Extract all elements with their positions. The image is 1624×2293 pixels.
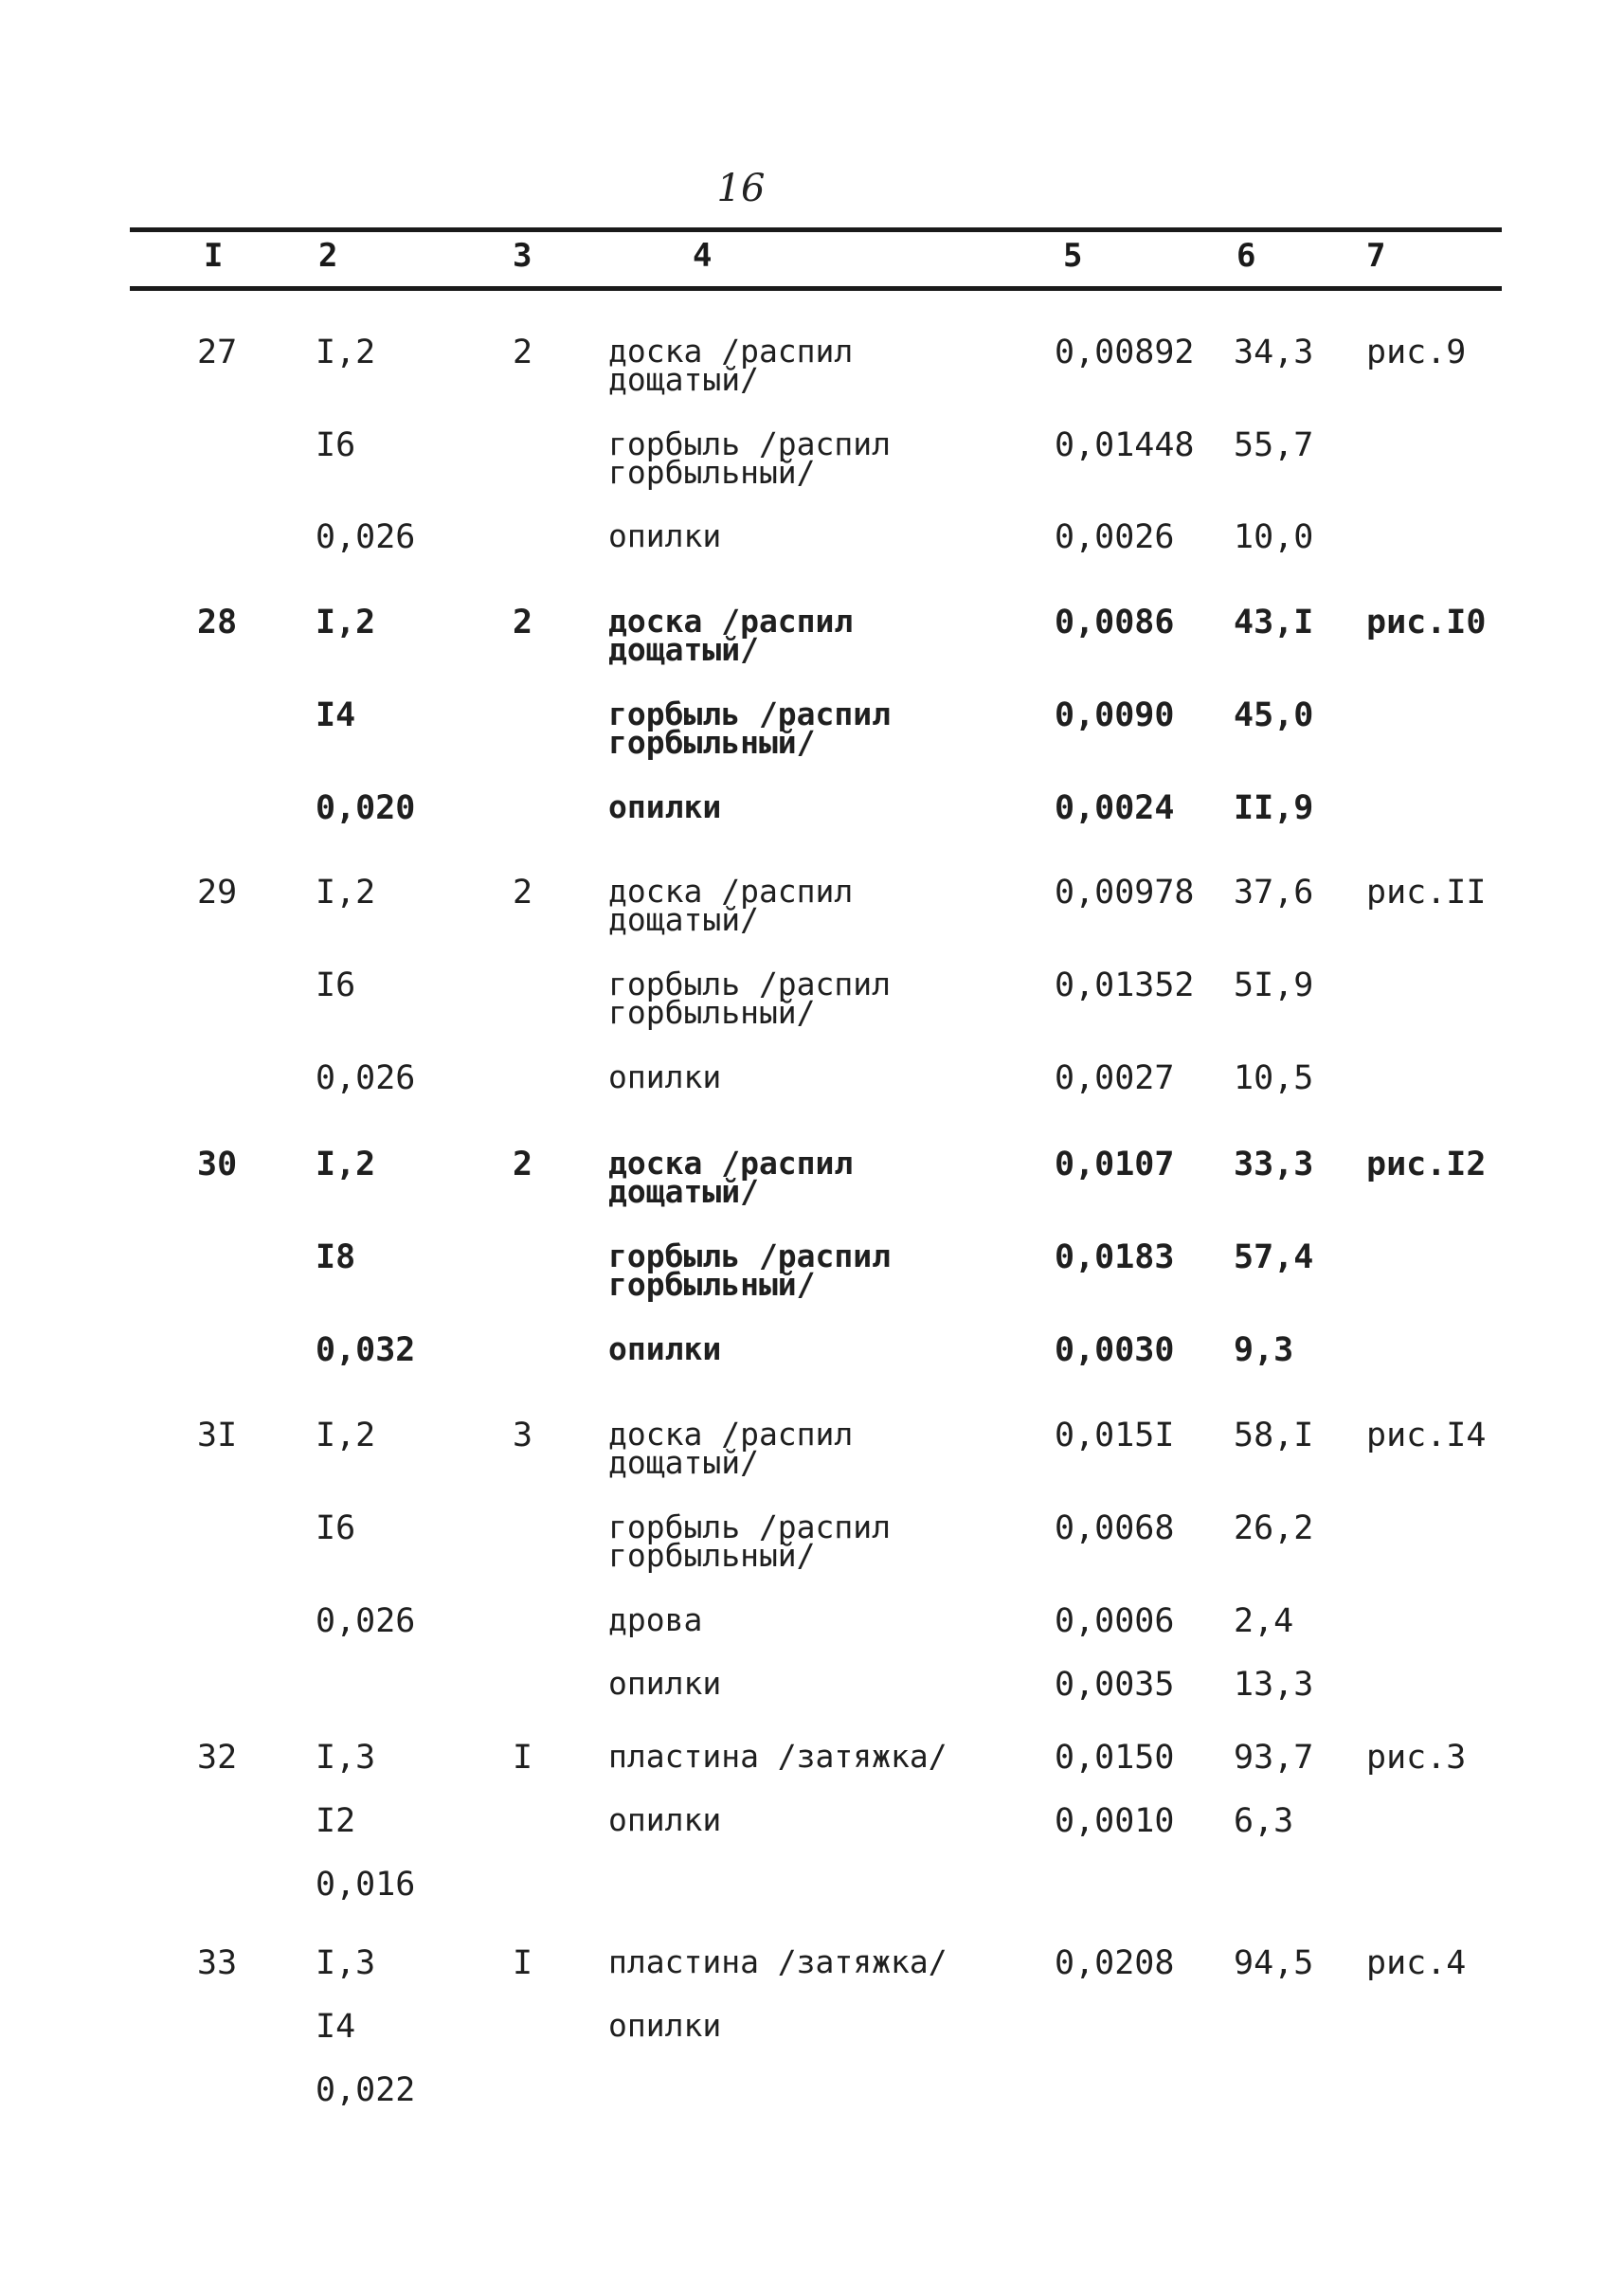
product-name: пластина /затяжка/ [608,1738,947,1775]
volume-value: 0,0068 [1055,1509,1175,1547]
figure-reference: рис.3 [1366,1739,1467,1777]
figure-reference: рис.I2 [1366,1146,1487,1183]
column-header-2: 2 [318,237,338,275]
cell-col2: I,3 [316,1944,376,1982]
volume-value: 0,0030 [1055,1331,1175,1369]
cell-col2: 0,026 [316,1059,416,1097]
cell-col2: I2 [316,1802,356,1840]
product-name: опилки [608,1058,722,1095]
column-header-7: 7 [1366,237,1386,275]
product-name: горбыль /распил [608,1237,892,1274]
percent-value: 37,6 [1234,874,1314,912]
cell-col2: I,2 [316,874,376,912]
product-name: доска /распил [608,603,854,640]
product-name: доска /распил [608,1145,854,1182]
product-name: горбыль /распил [608,1508,892,1545]
cell-col2: 0,016 [316,1866,416,1904]
percent-value: 10,0 [1234,518,1314,556]
percent-value: 9,3 [1234,1331,1294,1369]
page-number: 16 [716,167,766,210]
row-number: 30 [197,1146,238,1183]
product-name-continued: дощатый/ [608,1444,759,1481]
volume-value: 0,0086 [1055,604,1175,641]
cell-col3: I [513,1944,533,1982]
cell-col3: 3 [513,1417,533,1454]
row-number: 3I [197,1417,238,1454]
percent-value: 5I,9 [1234,966,1314,1004]
figure-reference: рис.I4 [1366,1417,1487,1454]
cell-col2: I,2 [316,1146,376,1183]
figure-reference: рис.II [1366,874,1487,912]
percent-value: 13,3 [1234,1666,1314,1704]
percent-value: 6,3 [1234,1802,1294,1840]
volume-value: 0,01352 [1055,966,1195,1004]
column-header-3: 3 [513,237,532,275]
percent-value: 2,4 [1234,1602,1294,1640]
percent-value: 26,2 [1234,1509,1314,1547]
volume-value: 0,0183 [1055,1238,1175,1276]
column-header-6: 6 [1236,237,1256,275]
product-name-continued: горбыльный/ [608,454,816,491]
product-name-continued: дощатый/ [608,901,759,938]
cell-col2: I4 [316,2008,356,2046]
cell-col2: I,2 [316,334,376,371]
volume-value: 0,0006 [1055,1602,1175,1640]
product-name-continued: горбыльный/ [608,1266,816,1303]
row-number: 27 [197,334,238,371]
product-name: опилки [608,1665,722,1702]
cell-col2: 0,026 [316,1602,416,1640]
volume-value: 0,0107 [1055,1146,1175,1183]
cell-col2: 0,020 [316,789,416,827]
product-name-continued: дощатый/ [608,361,759,398]
product-name: горбыль /распил [608,966,892,1002]
cell-col3: 2 [513,334,533,371]
volume-value: 0,0208 [1055,1944,1175,1982]
row-number: 29 [197,874,238,912]
volume-value: 0,015I [1055,1417,1175,1454]
cell-col2: 0,022 [316,2071,416,2109]
percent-value: 10,5 [1234,1059,1314,1097]
percent-value: 33,3 [1234,1146,1314,1183]
volume-value: 0,0027 [1055,1059,1175,1097]
cell-col2: 0,032 [316,1331,416,1369]
product-name: доска /распил [608,1416,854,1453]
product-name: опилки [608,2007,722,2044]
volume-value: 0,00978 [1055,874,1195,912]
cell-col2: I,2 [316,1417,376,1454]
percent-value: 93,7 [1234,1739,1314,1777]
cell-col3: I [513,1739,533,1777]
product-name: доска /распил [608,333,854,370]
cell-col2: I6 [316,966,356,1004]
figure-reference: рис.I0 [1366,604,1487,641]
column-header-4: 4 [693,237,713,275]
volume-value: 0,0026 [1055,518,1175,556]
volume-value: 0,0024 [1055,789,1175,827]
percent-value: 34,3 [1234,334,1314,371]
product-name: опилки [608,788,722,825]
product-name: опилки [608,517,722,554]
percent-value: II,9 [1234,789,1314,827]
volume-value: 0,00892 [1055,334,1195,371]
product-name-continued: горбыльный/ [608,994,816,1031]
product-name-continued: дощатый/ [608,631,759,668]
figure-reference: рис.9 [1366,334,1467,371]
product-name-continued: горбыльный/ [608,1537,816,1574]
percent-value: 94,5 [1234,1944,1314,1982]
volume-value: 0,0010 [1055,1802,1175,1840]
product-name: опилки [608,1330,722,1367]
percent-value: 58,I [1234,1417,1314,1454]
product-name: дрова [608,1601,703,1638]
product-name-continued: горбыльный/ [608,724,816,761]
cell-col3: 2 [513,604,533,641]
product-name: опилки [608,1801,722,1838]
product-name: горбыль /распил [608,695,892,732]
cell-col2: I,2 [316,604,376,641]
row-number: 28 [197,604,238,641]
cell-col2: I6 [316,1509,356,1547]
product-name: пластина /затяжка/ [608,1943,947,1980]
column-header-5: 5 [1063,237,1083,275]
percent-value: 57,4 [1234,1238,1314,1276]
volume-value: 0,0035 [1055,1666,1175,1704]
volume-value: 0,0150 [1055,1739,1175,1777]
cell-col3: 2 [513,874,533,912]
cell-col2: I,3 [316,1739,376,1777]
cell-col2: I4 [316,696,356,734]
cell-col2: I8 [316,1238,356,1276]
product-name-continued: дощатый/ [608,1173,759,1210]
row-number: 33 [197,1944,238,1982]
product-name: доска /распил [608,873,854,910]
column-header-1: I [204,237,224,275]
volume-value: 0,01448 [1055,426,1195,464]
percent-value: 55,7 [1234,426,1314,464]
row-number: 32 [197,1739,238,1777]
percent-value: 43,I [1234,604,1314,641]
cell-col3: 2 [513,1146,533,1183]
percent-value: 45,0 [1234,696,1314,734]
figure-reference: рис.4 [1366,1944,1467,1982]
cell-col2: 0,026 [316,518,416,556]
product-name: горбыль /распил [608,425,892,462]
cell-col2: I6 [316,426,356,464]
volume-value: 0,0090 [1055,696,1175,734]
